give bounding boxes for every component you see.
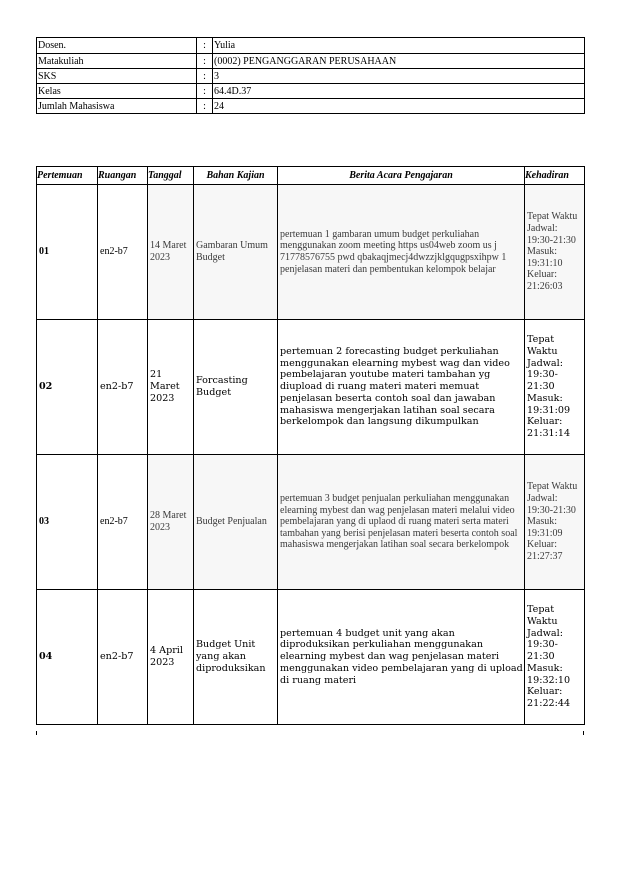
info-row-matakuliah: [37, 54, 585, 69]
cell-tanggal: 14 Maret 2023: [148, 185, 194, 320]
cell-ruangan: en2-b7: [98, 185, 148, 320]
info-value: 24: [213, 99, 585, 114]
cell-ruangan: en2-b7: [98, 455, 148, 590]
table-header-row: [37, 167, 585, 185]
header-kehadiran: Kehadiran: [525, 167, 585, 185]
info-label: Matakuliah: [37, 54, 197, 69]
cell-bahan-kajian: Gambaran Umum Budget: [194, 185, 278, 320]
header-bahan-kajian: Bahan Kajian: [194, 167, 278, 185]
info-separator: :: [197, 69, 213, 84]
info-row-dosen: [37, 38, 585, 54]
cell-pertemuan: 02: [37, 320, 98, 455]
table-continuation-right-edge: [583, 731, 584, 735]
info-row-sks: [37, 69, 585, 84]
cell-kehadiran: Tepat Waktu Jadwal: 19:30-21:30 Masuk: 19:32:10 Keluar: 21:22:44: [525, 590, 585, 725]
header-tanggal: Tanggal: [148, 167, 194, 185]
table-continuation-left-edge: [36, 731, 37, 735]
info-row-jumlah-mahasiswa: [37, 99, 585, 114]
course-info-table: [36, 37, 585, 114]
table-row: [37, 185, 585, 320]
info-label: SKS: [37, 69, 197, 84]
cell-kehadiran: Tepat Waktu Jadwal: 19:30-21:30 Masuk: 19:31:10 Keluar: 21:26:03: [525, 185, 585, 320]
teaching-log-table: [36, 166, 585, 725]
info-separator: :: [197, 38, 213, 54]
info-separator: :: [197, 54, 213, 69]
cell-berita-acara: pertemuan 1 gambaran umum budget perkuliahan menggunakan zoom meeting https us04web zoom us j 71778576755 pwd qbakaqjmecj4dwzzjklgqugpsxihpw 1 penjelasan materi dan pembentukan kelompok belajar: [278, 185, 525, 320]
cell-ruangan: en2-b7: [98, 590, 148, 725]
cell-tanggal: 4 April 2023: [148, 590, 194, 725]
cell-bahan-kajian: Budget Penjualan: [194, 455, 278, 590]
cell-bahan-kajian: Forcasting Budget: [194, 320, 278, 455]
info-value: (0002) PENGANGGARAN PERUSAHAAN: [213, 54, 585, 69]
cell-bahan-kajian: Budget Unit yang akan diproduksikan: [194, 590, 278, 725]
cell-pertemuan: 04: [37, 590, 98, 725]
cell-tanggal: 21 Maret 2023: [148, 320, 194, 455]
info-label: Kelas: [37, 84, 197, 99]
cell-berita-acara: pertemuan 4 budget unit yang akan diproduksikan perkuliahan menggunakan elearning mybest dan wag penjelasan materi menggunakan video pembelajaran yang di upload di ruang materi: [278, 590, 525, 725]
info-row-kelas: [37, 84, 585, 99]
header-ruangan: Ruangan: [98, 167, 148, 185]
info-value: Yulia: [213, 38, 585, 54]
cell-berita-acara: pertemuan 2 forecasting budget perkuliahan menggunakan elearning mybest wag dan video pembelajaran youtube materi tambahan yg diupload di ruang materi materi memuat penjelasan beserta contoh soal dan jawaban mahasiswa mengerjakan latihan soal secara berkelompok dan langsung dikumpulkan: [278, 320, 525, 455]
info-label: Jumlah Mahasiswa: [37, 99, 197, 114]
table-row: [37, 455, 585, 590]
info-label: Dosen.: [37, 38, 197, 54]
table-row: [37, 320, 585, 455]
table-row: [37, 590, 585, 725]
cell-kehadiran: Tepat Waktu Jadwal: 19:30-21:30 Masuk: 19:31:09 Keluar: 21:31:14: [525, 320, 585, 455]
info-separator: :: [197, 84, 213, 99]
header-pertemuan: Pertemuan: [37, 167, 98, 185]
cell-pertemuan: 01: [37, 185, 98, 320]
cell-ruangan: en2-b7: [98, 320, 148, 455]
cell-berita-acara: pertemuan 3 budget penjualan perkuliahan menggunakan elearning mybest dan wag penjelasan materi melalui video pembelajaran yang di uplaod di ruang materi serta materi tambahan yang berisi penjelasan materi beserta contoh soal mahasiswa mengerjakan latihan soal secara berkelompok: [278, 455, 525, 590]
cell-kehadiran: Tepat Waktu Jadwal: 19:30-21:30 Masuk: 19:31:09 Keluar: 21:27:37: [525, 455, 585, 590]
info-separator: :: [197, 99, 213, 114]
cell-pertemuan: 03: [37, 455, 98, 590]
header-berita-acara: Berita Acara Pengajaran: [278, 167, 525, 185]
cell-tanggal: 28 Maret 2023: [148, 455, 194, 590]
info-value: 64.4D.37: [213, 84, 585, 99]
info-value: 3: [213, 69, 585, 84]
